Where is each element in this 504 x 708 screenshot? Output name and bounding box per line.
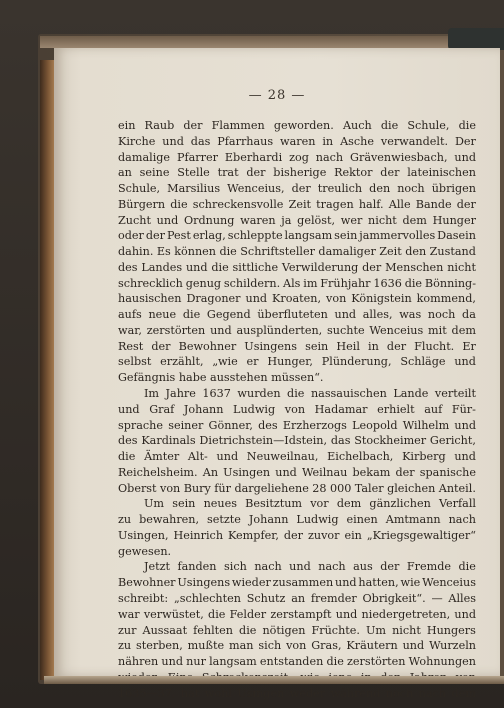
text-line: zur Aussaat fehlten die nötigen Früchte. Um nicht Hungers [118,623,476,637]
text-line: Schule, Marsilius Wenceius, der treulich den noch übrigen [118,182,476,196]
text-line: Reichelsheim. An Usingen und Weilnau bekam der spanische [118,465,476,479]
text-line: Zucht und Ordnung waren ja gelöst, wer nicht dem Hunger [118,213,476,227]
text-line: war verwüstet, die Felder zerstampft und niedergetreten, und [118,607,476,621]
page-number: — 28 — [248,88,306,103]
text-line: damalige Pfarrer Eberhardi zog nach Grävenwiesbach, und [118,150,476,164]
text-line: dahin. Es können die Schriftsteller damaliger Zeit den Zustand [118,245,476,259]
text-line: war, zerstörten und ausplünderten, suchte Wenceius mit dem [118,323,476,337]
text-line: Bürgern die schreckensvolle Zeit tragen half. Alle Bande der [118,197,476,211]
text-line: schrecklich genug schildern. Als im Frühjahr 1636 die Bönning- [118,276,476,290]
page-top-edge [40,36,504,48]
book-page [54,48,500,700]
corner-clip [448,28,504,50]
text-line: schreibt: „schlechten Schutz an fremder Obrigkeit“. — Alles [118,591,476,605]
text-line: und Graf Johann Ludwig von Hadamar erhielt auf Für- [118,402,476,416]
text-line: Gefängnis habe ausstehen müssen“. [118,371,324,385]
text-line: Oberst von Bury für dargeliehene 28 000 Taler gleichen Anteil. [118,481,476,495]
text-line: Bewohner Usingens wieder zusammen und hatten, wie Wenceius [118,576,476,590]
text-line: ein Raub der Flammen geworden. Auch die Schule, die [118,119,476,132]
text-line: Kirche und das Pfarrhaus waren in Asche verwandelt. Der [118,134,476,148]
text-line: zu sterben, mußte man sich von Gras, Kräutern und Wurzeln [118,639,476,653]
text-line: Usingen, Heinrich Kempfer, der zuvor ein „Kriegsgewaltiger“ [118,528,476,542]
text-line: gewesen. [118,544,172,558]
text-line: des Landes und die sittliche Verwilderung der Menschen nicht [118,260,476,274]
text-line: hausischen Dragoner und Kroaten, von Königstein kommend, [118,292,476,306]
text-line: zu bewahren, setzte Johann Ludwig einen Amtmann nach [118,513,476,527]
page-body-text [118,118,476,701]
text-line: selbst erzählt, „wie er Hunger, Plünderung, Schläge und [118,355,476,369]
text-line: Rest der Bewohner Usingens sein Heil in der Flucht. Er [118,339,476,353]
text-line: des Kardinals Dietrichstein—Idstein, das Stockheimer Gericht, [118,434,476,448]
text-line: oder der Pest erlag, schleppte langsam sein jammervolles Dasein [118,229,476,243]
book-spine [40,60,54,680]
page-bottom-edge [44,676,504,684]
text-line: nähren und nur langsam entstanden die zerstörten Wohnungen [118,655,476,669]
text-line: Jetzt fanden sich nach und nach aus der Fremde die [144,560,476,574]
text-line: an seine Stelle trat der bisherige Rektor der lateinischen [118,166,476,180]
text-line: Im Jahre 1637 wurden die nassauischen Lande verteilt [144,387,476,401]
text-line: aufs neue die Gegend überfluteten und alles, was noch da [118,308,476,322]
text-line: die Ämter Alt- und Neuweilnau, Eichelbach, Kirberg und [118,450,476,464]
text-line: sprache seiner Gönner, des Erzherzogs Leopold Wilhelm und [118,418,476,432]
text-line: 1635—37, hat wohl Usingen weder während noch nach dem [118,686,476,700]
text-line: Um sein neues Besitztum vor dem gänzlichen Verfall [144,497,476,511]
